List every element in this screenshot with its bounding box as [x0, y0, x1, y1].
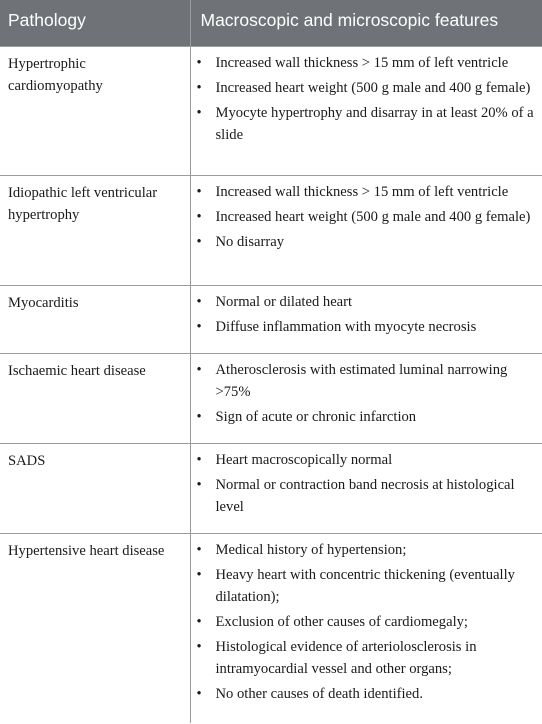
list-item	[195, 564, 539, 608]
feature-text: Normal or contraction band necrosis at histological level	[215, 476, 515, 515]
feature-text: Medical history of hypertension;	[215, 541, 407, 558]
list-item	[195, 231, 539, 253]
feature-text: Heavy heart with concentric thickening (eventually dilatation);	[215, 566, 515, 605]
list-item	[195, 291, 539, 313]
bullet-icon: •	[196, 638, 202, 655]
list-item	[195, 636, 539, 680]
list-item	[195, 474, 539, 518]
header-features: Macroscopic and microscopic features	[190, 0, 542, 46]
list-item	[195, 206, 539, 228]
bullet-icon: •	[196, 233, 202, 250]
features-list	[195, 449, 539, 518]
feature-text: Increased wall thickness > 15 mm of left ventricle	[215, 54, 509, 71]
feature-text: Increased heart weight (500 g male and 400 g female)	[215, 208, 531, 225]
feature-text: Sign of acute or chronic infarction	[215, 408, 417, 425]
features-list	[195, 181, 539, 253]
bullet-icon: •	[196, 79, 202, 96]
features-list	[195, 291, 539, 338]
table-row	[0, 443, 542, 533]
table-row	[0, 533, 542, 723]
feature-text: Exclusion of other causes of cardiomegaly;	[215, 613, 468, 630]
features-cell	[190, 175, 542, 285]
bullet-icon: •	[196, 613, 202, 630]
feature-text: Atherosclerosis with estimated luminal narrowing >75%	[215, 361, 508, 400]
list-item	[195, 52, 539, 74]
list-item	[195, 683, 539, 705]
pathology-cell: Ischaemic heart disease	[0, 353, 190, 443]
list-item	[195, 406, 539, 428]
feature-text: No disarray	[215, 233, 284, 250]
bullet-icon: •	[196, 104, 202, 121]
bullet-icon: •	[196, 318, 202, 335]
bullet-icon: •	[196, 208, 202, 225]
features-cell	[190, 285, 542, 353]
table-row	[0, 46, 542, 175]
feature-text: Diffuse inflammation with myocyte necrosis	[215, 318, 477, 335]
pathology-cell: Idiopathic left ventricular hypertrophy	[0, 175, 190, 285]
bullet-icon: •	[196, 408, 202, 425]
bullet-icon: •	[196, 566, 202, 583]
bullet-icon: •	[196, 54, 202, 71]
feature-text: Normal or dilated heart	[215, 293, 353, 310]
features-cell	[190, 46, 542, 175]
feature-text: No other causes of death identified.	[215, 685, 423, 702]
pathology-cell: SADS	[0, 443, 190, 533]
header-pathology: Pathology	[0, 0, 190, 46]
features-list	[195, 359, 539, 428]
features-list	[195, 52, 539, 146]
feature-text: Myocyte hypertrophy and disarray in at least 20% of a slide	[215, 104, 534, 143]
bullet-icon: •	[196, 361, 202, 378]
pathology-cell: Hypertrophic cardiomyopathy	[0, 46, 190, 175]
table-row	[0, 285, 542, 353]
bullet-icon: •	[196, 451, 202, 468]
features-cell	[190, 443, 542, 533]
pathology-cell: Myocarditis	[0, 285, 190, 353]
table-row	[0, 353, 542, 443]
bullet-icon: •	[196, 541, 202, 558]
feature-text: Increased heart weight (500 g male and 400 g female)	[215, 79, 531, 96]
bullet-icon: •	[196, 685, 202, 702]
list-item	[195, 102, 539, 146]
list-item	[195, 539, 539, 561]
features-list	[195, 539, 539, 705]
feature-text: Histological evidence of arteriolosclerosis in intramyocardial vessel and other organs;	[215, 638, 477, 677]
list-item	[195, 359, 539, 403]
list-item	[195, 77, 539, 99]
table-row	[0, 175, 542, 285]
bullet-icon: •	[196, 476, 202, 493]
pathology-cell: Hypertensive heart disease	[0, 533, 190, 723]
bullet-icon: •	[196, 183, 202, 200]
features-cell	[190, 533, 542, 723]
list-item	[195, 181, 539, 203]
features-cell	[190, 353, 542, 443]
list-item	[195, 611, 539, 633]
list-item	[195, 449, 539, 471]
feature-text: Heart macroscopically normal	[215, 451, 393, 468]
table-header-row	[0, 0, 542, 46]
list-item	[195, 316, 539, 338]
feature-text: Increased wall thickness > 15 mm of left ventricle	[215, 183, 509, 200]
bullet-icon: •	[196, 293, 202, 310]
